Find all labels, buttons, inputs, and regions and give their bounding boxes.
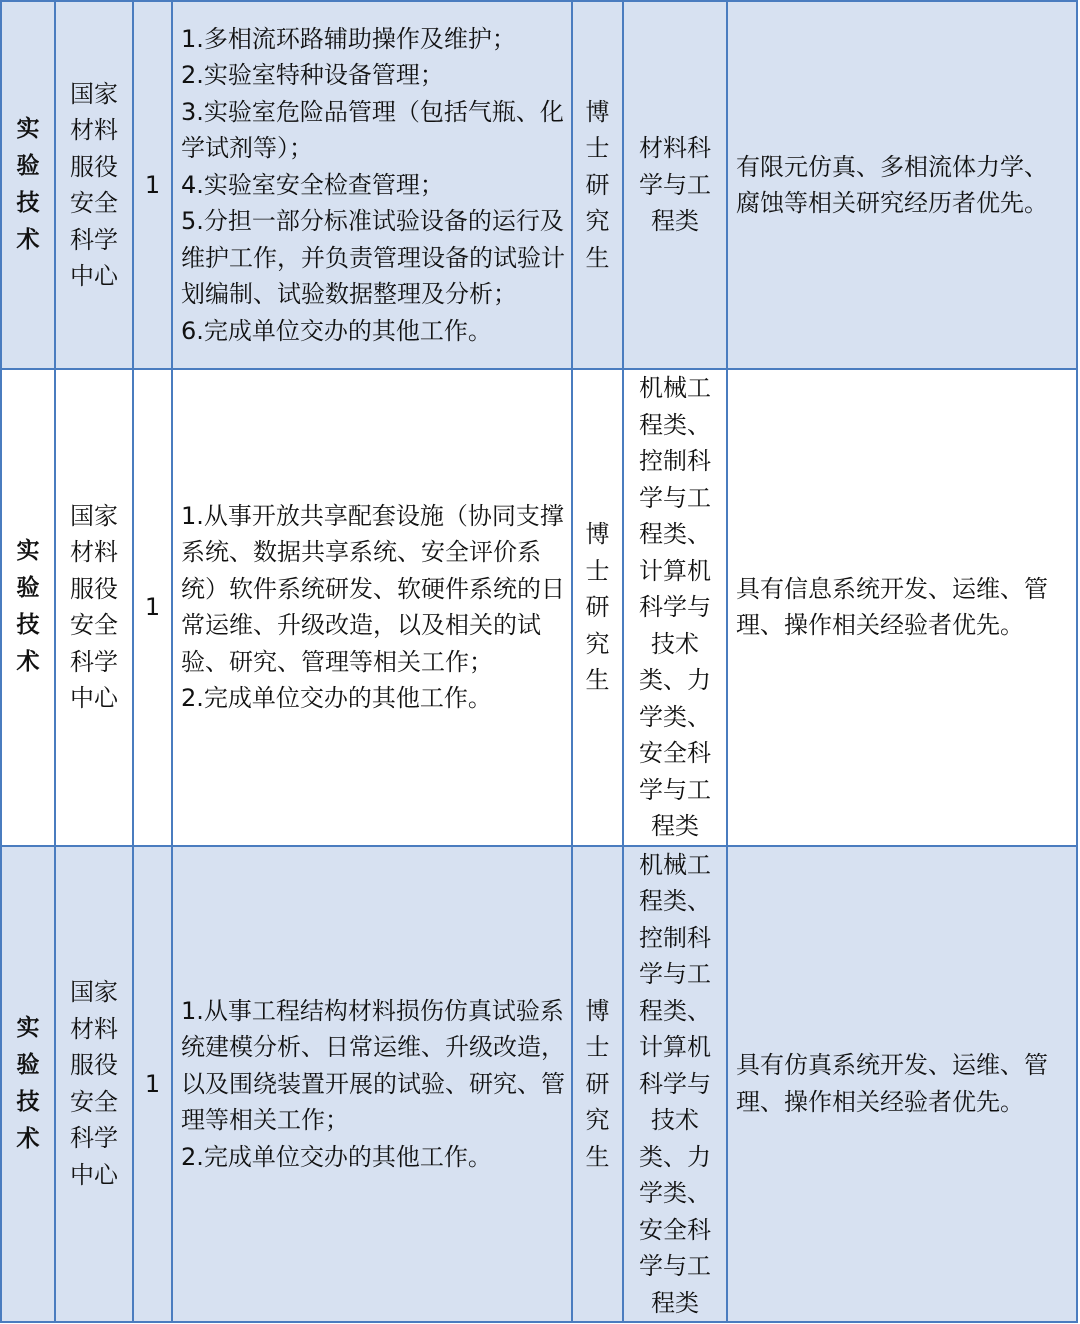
major-cell [623, 846, 727, 1323]
unit-line: 科学 [70, 647, 118, 676]
unit-line: 服役 [70, 1051, 118, 1080]
unit-line: 中心 [70, 684, 118, 713]
unit-line: 安全 [70, 189, 118, 217]
education-char: 生 [585, 1142, 610, 1171]
major-line: 技术 [651, 1106, 699, 1134]
major-line: 学与工 [639, 483, 711, 512]
unit-line: 科学 [70, 225, 118, 254]
major-line: 计算机 [639, 556, 711, 585]
education-char: 士 [585, 1033, 610, 1061]
job-category-char: 验 [16, 1051, 40, 1078]
major-line: 程类、 [639, 887, 711, 915]
duties-cell: 1.从事工程结构材料损伤仿真试验系统建模分析、日常运维、升级改造，以及围绕装置开展的试验、研究、管理等相关工作； 2.完成单位交办的其他工作。 [172, 846, 572, 1323]
unit-cell [55, 1, 133, 369]
major-line: 安全科 [639, 739, 711, 767]
job-category-char: 验 [16, 575, 40, 602]
unit-line: 材料 [70, 1014, 118, 1043]
major-line: 程类、 [639, 996, 711, 1025]
table-row [1, 846, 1077, 1323]
unit-line: 服役 [70, 574, 118, 603]
major-cell [623, 369, 727, 846]
education-char: 研 [585, 1069, 610, 1098]
requirement-cell: 具有仿真系统开发、运维、管理、操作相关经验者优先。 [727, 846, 1077, 1323]
education-char: 生 [585, 666, 610, 694]
job-category-cell [1, 846, 55, 1323]
education-char: 研 [585, 170, 610, 199]
major-line: 类、力 [639, 1142, 711, 1171]
major-line: 学类、 [639, 1179, 711, 1207]
job-category-char: 术 [16, 649, 40, 676]
major-line: 控制科 [639, 447, 711, 475]
major-line: 程类 [651, 812, 699, 840]
job-category-char: 实 [16, 116, 40, 142]
major-line: 机械工 [639, 374, 711, 402]
education-char: 究 [585, 629, 610, 658]
major-line: 学与工 [639, 960, 711, 988]
headcount-cell: 1 [133, 846, 172, 1323]
unit-line: 国家 [70, 79, 118, 108]
major-line: 安全科 [639, 1215, 711, 1244]
job-category-cell [1, 1, 55, 369]
education-char: 博 [585, 996, 610, 1025]
job-category-char: 验 [16, 153, 40, 179]
job-category-char: 术 [16, 1125, 40, 1152]
education-char: 研 [585, 593, 610, 621]
education-cell [572, 1, 623, 369]
major-line: 技术 [651, 629, 699, 658]
education-cell [572, 369, 623, 846]
major-line: 程类 [651, 207, 699, 236]
major-line: 科学与 [639, 593, 711, 621]
major-line: 学与工 [639, 1252, 711, 1280]
major-line: 科学与 [639, 1069, 711, 1098]
major-line: 学与工 [639, 775, 711, 804]
requirement-cell: 有限元仿真、多相流体力学、腐蚀等相关研究经历者优先。 [727, 1, 1077, 369]
duties-cell: 1.多相流环路辅助操作及维护； 2.实验室特种设备管理； 3.实验室危险品管理（包括气瓶、化学试剂等）； 4.实验室安全检查管理； 5.分担一部分标准试验设备的运行及维护工作，并负责管理设备的试验计划编制、试验数据整理及分析； 6.完成单位交办的其他工作。 [172, 1, 572, 369]
job-category-char: 技 [16, 612, 40, 639]
unit-line: 材料 [70, 116, 118, 144]
major-line: 类、力 [639, 666, 711, 694]
major-line: 机械工 [639, 850, 711, 879]
education-char: 士 [585, 134, 610, 163]
major-line: 学与工 [639, 170, 711, 199]
job-category-char: 技 [16, 1088, 40, 1115]
unit-line: 国家 [70, 501, 118, 530]
major-cell [623, 1, 727, 369]
table-row [1, 1, 1077, 369]
education-char: 博 [585, 520, 610, 548]
unit-line: 材料 [70, 538, 118, 567]
major-line: 学类、 [639, 702, 711, 731]
unit-line: 安全 [70, 1087, 118, 1116]
education-cell [572, 846, 623, 1323]
education-char: 士 [585, 556, 610, 585]
education-char: 究 [585, 207, 610, 236]
unit-line: 服役 [70, 152, 118, 181]
major-line: 材料科 [639, 134, 711, 163]
education-char: 博 [585, 97, 610, 126]
education-char: 生 [585, 243, 610, 272]
job-category-cell [1, 369, 55, 846]
job-category-char: 实 [16, 538, 40, 565]
major-line: 程类 [651, 1288, 699, 1317]
unit-line: 中心 [70, 1160, 118, 1189]
major-line: 计算机 [639, 1033, 711, 1061]
job-category-char: 实 [16, 1014, 40, 1041]
unit-line: 科学 [70, 1124, 118, 1153]
headcount-cell: 1 [133, 1, 172, 369]
unit-line: 国家 [70, 978, 118, 1007]
unit-cell [55, 846, 133, 1323]
major-line: 控制科 [639, 923, 711, 952]
headcount-cell: 1 [133, 369, 172, 846]
education-char: 究 [585, 1106, 610, 1134]
job-category-char: 术 [16, 227, 40, 253]
job-category-char: 技 [16, 190, 40, 216]
duties-cell: 1.从事开放共享配套设施（协同支撑系统、数据共享系统、安全评价系统）软件系统研发、软硬件系统的日常运维、升级改造，以及相关的试验、研究、管理等相关工作； 2.完成单位交办的其他工作。 [172, 369, 572, 846]
unit-line: 中心 [70, 262, 118, 290]
major-line: 程类、 [639, 520, 711, 548]
table-row [1, 369, 1077, 846]
major-line: 程类、 [639, 410, 711, 439]
unit-line: 安全 [70, 611, 118, 640]
requirement-cell: 具有信息系统开发、运维、管理、操作相关经验者优先。 [727, 369, 1077, 846]
unit-cell [55, 369, 133, 846]
